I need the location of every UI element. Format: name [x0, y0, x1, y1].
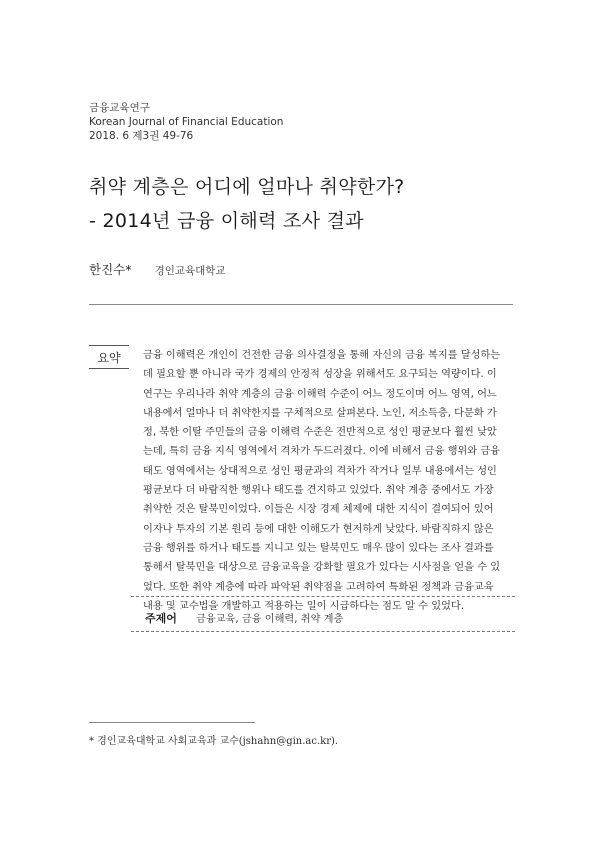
abstract-line: 금융 이해력은 개인이 건전한 금융 의사결정을 통해 자신의 금융 복지를 달성하는	[143, 350, 501, 361]
abstract-line: 태도 영역에서는 상대적으로 성인 평균과의 격차가 작거나 일부 내용에서는 성인	[143, 465, 497, 477]
abstract-line: 는데, 특히 금융 지식 영역에서 격차가 두드러졌다. 이에 비해서 금융 행위와 금융	[143, 446, 501, 458]
abstract-line: 평균보다 더 바람직한 행위나 태도를 견지하고 있었다. 취약 계층 중에서도 가장	[143, 485, 494, 497]
abstract-line: 이자나 투자의 기본 원리 등에 대한 이해도가 현저하게 낮았다. 바람직하지 않은	[143, 523, 494, 535]
title-line-1: 취약 계층은 어디에 얼마나 취약한가?	[89, 176, 405, 198]
author-row	[89, 259, 226, 278]
abstract-line: 내용 및 교수법을 개발하고 적용하는 일이 시급하다는 점도 알 수 있었다.	[143, 600, 465, 612]
author-footnote: * 경인교육대학교 사회교육과 교수(jshahn@gin.ac.kr).	[89, 736, 339, 747]
header-divider	[89, 304, 513, 305]
abstract-line: 었다. 또한 취약 계층에 따라 파악된 취약점을 고려하여 특화된 정책과 금융교육	[143, 581, 494, 593]
footnote-divider	[89, 722, 255, 723]
paper-title	[89, 170, 405, 238]
abstract-line: 내용에서 얼마나 더 취약한지를 구체적으로 살펴본다. 노인, 저소득층, 다문화 가	[143, 407, 497, 419]
keywords-row	[145, 607, 343, 626]
journal-header	[89, 101, 283, 143]
abstract-line: 연구는 우리나라 취약 계층의 금융 이해력 수준이 어느 정도이며 어느 영역, 어느	[143, 388, 497, 400]
keywords-bottom-divider	[131, 631, 515, 632]
keywords-text: 금융교육, 금융 이해력, 취약 계층	[195, 614, 344, 625]
abstract-line: 취약한 것은 탈북민이었다. 이들은 시장 경제 체제에 대한 지식이 결여되어 있어	[143, 504, 494, 516]
author-affiliation: 경인교육대학교	[154, 265, 226, 277]
keywords-top-divider	[131, 596, 515, 597]
abstract-line: 데 필요할 뿐 아니라 국가 경제의 안정적 성장을 위해서도 요구되는 역량이다. 이	[143, 369, 497, 381]
title-line-2: - 2014년 금융 이해력 조사 결과	[89, 210, 364, 232]
abstract-line: 금융 행위를 하거나 태도를 지니고 있는 탈북민도 매우 많이 있다는 조사 결과를	[143, 542, 494, 554]
abstract-label: 요약	[89, 345, 129, 369]
abstract-body	[143, 346, 515, 616]
journal-issue: 2018. 6 제3권 49-76	[89, 130, 194, 142]
journal-name-english: Korean Journal of Financial Education	[89, 116, 284, 128]
journal-name-korean: 금융교육연구	[89, 102, 150, 114]
keywords-label: 주제어	[145, 612, 177, 625]
author-name: 한진수*	[89, 262, 132, 277]
abstract-line: 정, 북한 이탈 주민들의 금융 이해력 수준은 전반적으로 성인 평균보다 훨씬 낮았	[143, 427, 497, 439]
abstract-line: 통해서 탈북민을 대상으로 금융교육을 강화할 필요가 있다는 시사점을 얻을 수 있	[143, 562, 501, 574]
